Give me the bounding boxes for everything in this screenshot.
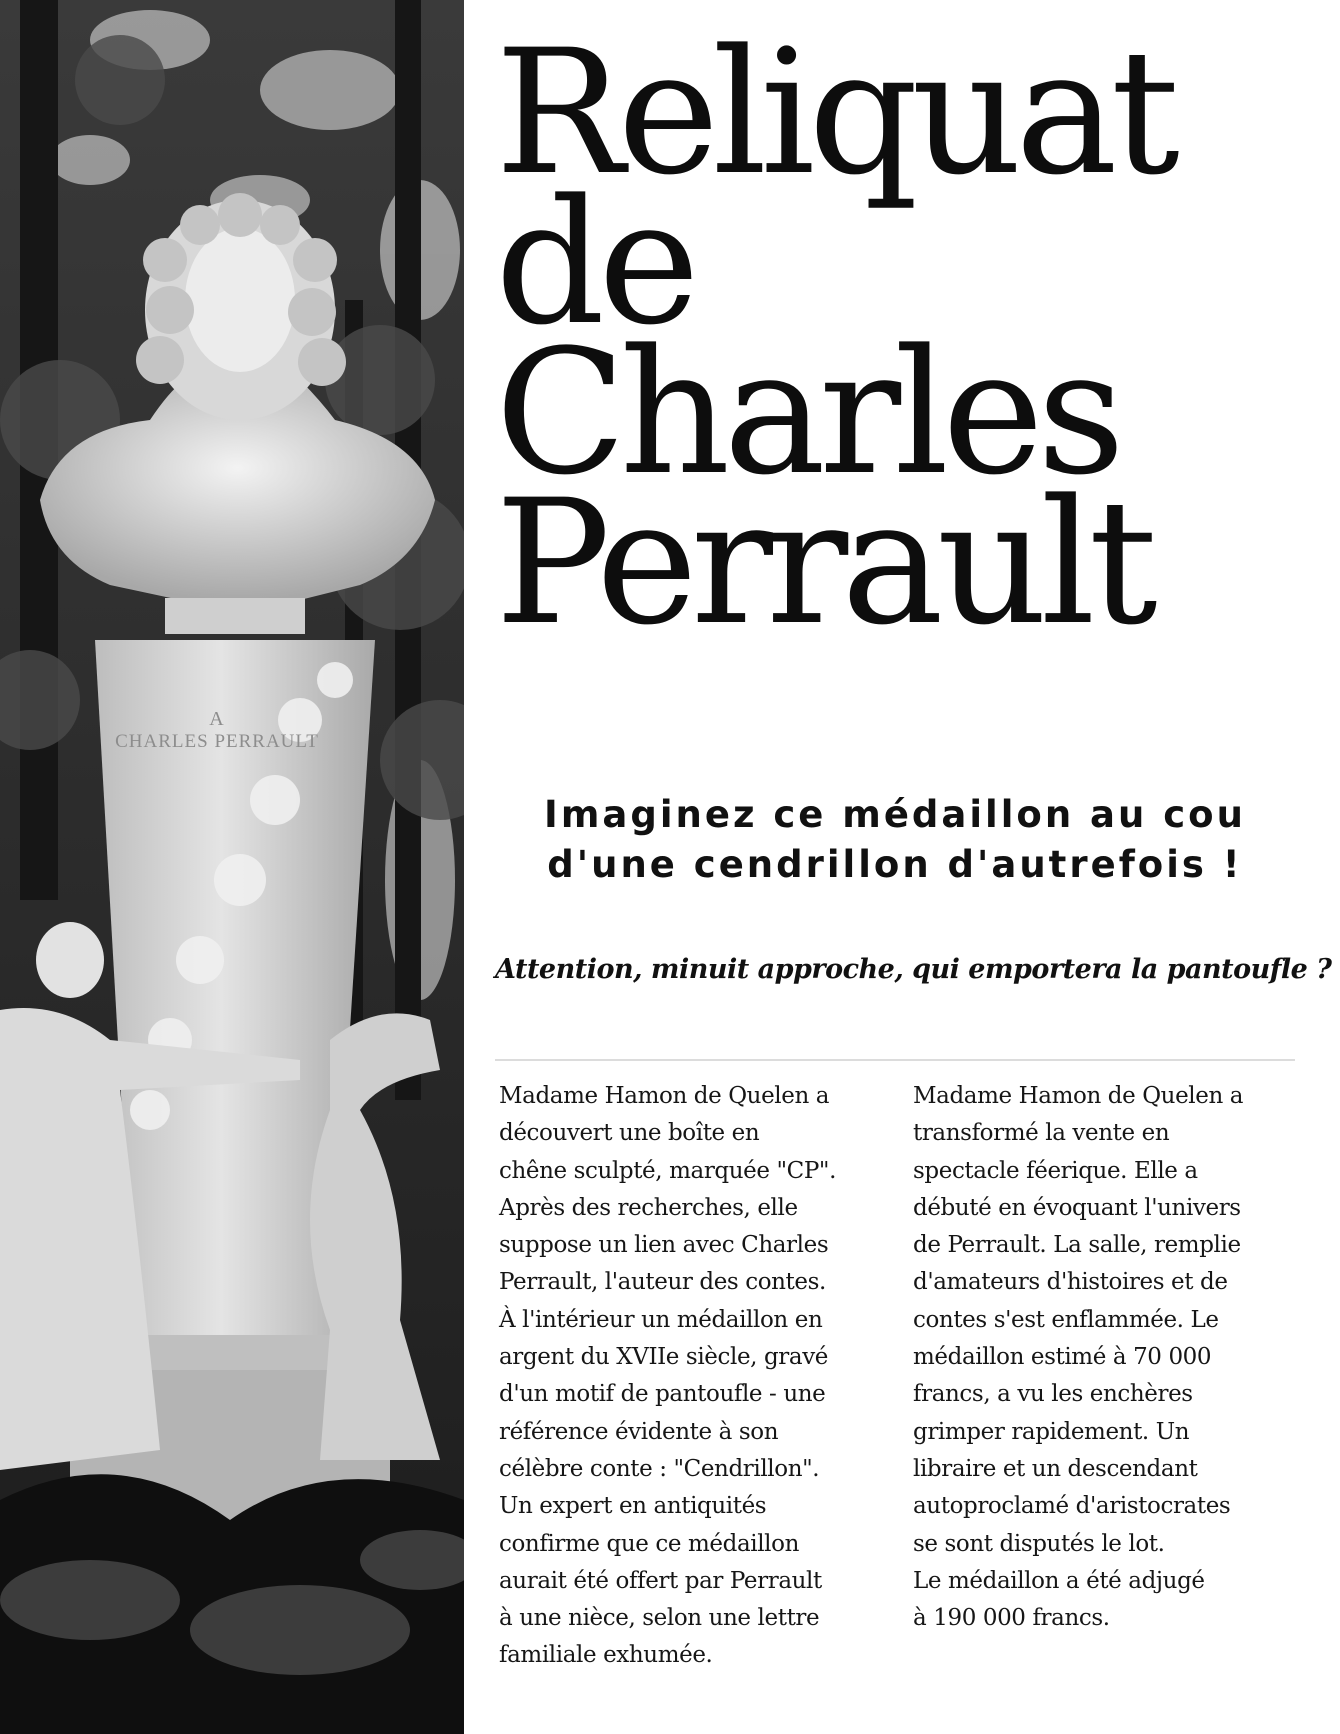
text-line: médaillon estimé à 70 000 bbox=[913, 1344, 1212, 1371]
text-line: contes s'est enflammée. Le bbox=[913, 1306, 1219, 1333]
text-line: à une nièce, selon une lettre bbox=[499, 1605, 820, 1632]
article-column-left bbox=[499, 1078, 899, 1675]
charles-perrault-monument-image bbox=[0, 0, 464, 1734]
divider bbox=[495, 1059, 1295, 1061]
text-line: débuté en évoquant l'univers bbox=[913, 1194, 1241, 1221]
text-line: À l'intérieur un médaillon en bbox=[499, 1306, 823, 1333]
text-line: grimper rapidement. Un bbox=[913, 1418, 1190, 1445]
inscription-name: CHARLES PERRAULT bbox=[115, 731, 319, 752]
text-line: Madame Hamon de Quelen a bbox=[913, 1083, 1244, 1109]
title-line: Charles bbox=[495, 312, 1119, 513]
text-line: découvert une boîte en bbox=[499, 1120, 760, 1147]
text-line: argent du XVIIe siècle, gravé bbox=[499, 1344, 829, 1371]
subtitle-line: d'une cendrillon d'autrefois ! bbox=[547, 843, 1243, 886]
title-line: Reliquat bbox=[495, 12, 1173, 213]
text-line: référence évidente à son bbox=[499, 1418, 779, 1445]
text-line: Un expert en antiquités bbox=[499, 1493, 767, 1520]
text-line: autoproclamé d'aristocrates bbox=[913, 1493, 1231, 1520]
text-line: Le médaillon a été adjugé bbox=[913, 1567, 1205, 1594]
title-line: Perrault bbox=[495, 462, 1151, 663]
text-line: de Perrault. La salle, remplie bbox=[913, 1232, 1241, 1259]
text-line: d'un motif de pantoufle - une bbox=[499, 1381, 826, 1408]
article-column-right bbox=[913, 1078, 1313, 1637]
text-line: se sont disputés le lot. bbox=[913, 1530, 1165, 1557]
tagline: Attention, minuit approche, qui emportera la pantoufle ? bbox=[495, 954, 1332, 985]
pedestal-inscription bbox=[112, 708, 322, 753]
text-line: aurait été offert par Perrault bbox=[499, 1567, 822, 1594]
text-line: d'amateurs d'histoires et de bbox=[913, 1269, 1228, 1296]
text-line: Madame Hamon de Quelen a bbox=[499, 1083, 830, 1109]
title-line: de bbox=[495, 162, 693, 363]
subtitle bbox=[495, 790, 1295, 890]
text-line: à 190 000 francs. bbox=[913, 1605, 1110, 1632]
text-line: célèbre conte : "Cendrillon". bbox=[499, 1455, 820, 1482]
inscription-a: A bbox=[209, 708, 225, 730]
statue-photo bbox=[0, 0, 464, 1734]
text-line: Après des recherches, elle bbox=[499, 1194, 798, 1221]
text-line: familiale exhumée. bbox=[499, 1642, 713, 1669]
text-line: transformé la vente en bbox=[913, 1120, 1170, 1147]
text-line: chêne sculpté, marquée "CP". bbox=[499, 1157, 837, 1184]
text-line: suppose un lien avec Charles bbox=[499, 1232, 829, 1259]
text-line: libraire et un descendant bbox=[913, 1455, 1198, 1482]
page-title bbox=[495, 12, 1315, 663]
text-line: francs, a vu les enchères bbox=[913, 1381, 1193, 1408]
text-line: confirme que ce médaillon bbox=[499, 1530, 799, 1557]
text-line: Perrault, l'auteur des contes. bbox=[499, 1269, 826, 1296]
text-line: spectacle féerique. Elle a bbox=[913, 1157, 1198, 1184]
subtitle-line: Imaginez ce médaillon au cou bbox=[544, 793, 1246, 836]
